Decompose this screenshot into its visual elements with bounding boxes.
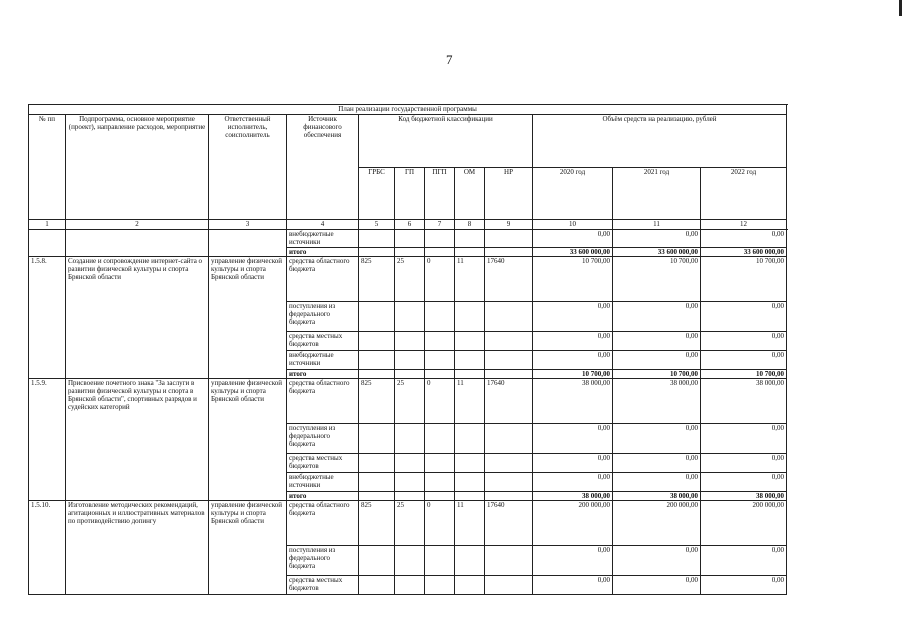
source-cell: поступления из федерального бюджета [287, 302, 359, 332]
amount-cell: 0,00 [613, 576, 701, 595]
activity-name: Создание и сопровождение интернет-сайта о развитии физической культуры и спорта Брянской области [66, 257, 209, 379]
code-cell [485, 370, 533, 379]
column-number-cell: 4 [287, 220, 359, 230]
code-cell [455, 576, 485, 595]
amount-cell: 10 700,00 [533, 257, 613, 302]
row-number: 1.5.8. [29, 257, 66, 379]
column-number-cell: 3 [209, 220, 287, 230]
page-edge-mark [899, 0, 902, 16]
amount-cell: 0,00 [701, 546, 787, 576]
code-cell [395, 332, 425, 351]
amount-cell: 33 600 000,00 [701, 248, 787, 257]
column-number-cell: 8 [455, 220, 485, 230]
code-cell: 17640 [485, 501, 533, 546]
source-cell: средства местных бюджетов [287, 454, 359, 473]
code-cell [395, 351, 425, 370]
column-number-cell: 5 [359, 220, 395, 230]
code-cell [359, 546, 395, 576]
code-cell [485, 492, 533, 501]
code-cell [395, 248, 425, 257]
code-cell [425, 248, 455, 257]
header-source: Источник финансового обеспечения [287, 115, 359, 220]
amount-cell: 0,00 [701, 454, 787, 473]
code-cell [455, 302, 485, 332]
table-caption: План реализации государственной программы [29, 105, 787, 115]
header-gp: ГП [395, 167, 425, 220]
code-cell [425, 492, 455, 501]
amount-cell: 0,00 [533, 576, 613, 595]
row-number: 1.5.9. [29, 379, 66, 501]
code-cell: 0 [425, 257, 455, 302]
program-plan-table [28, 104, 787, 595]
code-cell [455, 332, 485, 351]
amount-cell: 0,00 [701, 473, 787, 492]
code-cell: 11 [455, 501, 485, 546]
amount-cell: 38 000,00 [701, 492, 787, 501]
source-cell: средства областного бюджета [287, 379, 359, 424]
responsible-executor: управление физической культуры и спорта Брянской области [209, 257, 287, 379]
source-cell: средства местных бюджетов [287, 576, 359, 595]
amount-cell: 10 700,00 [701, 257, 787, 302]
code-cell [425, 424, 455, 454]
amount-cell: 0,00 [701, 351, 787, 370]
amount-cell: 0,00 [533, 351, 613, 370]
code-cell [425, 351, 455, 370]
amount-cell: 0,00 [533, 473, 613, 492]
amount-cell: 0,00 [701, 576, 787, 595]
amount-cell: 38 000,00 [701, 379, 787, 424]
source-cell: итого [287, 248, 359, 257]
column-number-cell: 12 [701, 220, 787, 230]
code-cell [395, 302, 425, 332]
code-cell: 25 [395, 257, 425, 302]
code-cell: 825 [359, 501, 395, 546]
source-cell: внебюджетные источники [287, 351, 359, 370]
code-cell [359, 454, 395, 473]
amount-cell: 0,00 [613, 473, 701, 492]
code-cell: 17640 [485, 257, 533, 302]
source-cell: внебюджетные источники [287, 230, 359, 248]
code-cell [455, 230, 485, 248]
code-cell [455, 248, 485, 257]
code-cell [425, 302, 455, 332]
responsible-executor: управление физической культуры и спорта Брянской области [209, 501, 287, 595]
column-number-cell: 1 [29, 220, 66, 230]
amount-cell: 0,00 [613, 424, 701, 454]
code-cell [485, 424, 533, 454]
amount-cell: 0,00 [613, 332, 701, 351]
table-row [29, 230, 787, 248]
amount-cell: 0,00 [533, 424, 613, 454]
code-cell [359, 492, 395, 501]
header-2022: 2022 год [701, 167, 787, 220]
code-cell [485, 302, 533, 332]
code-cell [455, 454, 485, 473]
source-cell: средства местных бюджетов [287, 332, 359, 351]
row-number: 1.5.10. [29, 501, 66, 595]
column-number-cell: 6 [395, 220, 425, 230]
amount-cell: 10 700,00 [613, 370, 701, 379]
column-number-cell: 9 [485, 220, 533, 230]
amount-cell: 10 700,00 [613, 257, 701, 302]
code-cell: 17640 [485, 379, 533, 424]
code-cell [359, 473, 395, 492]
code-cell [455, 473, 485, 492]
code-cell [359, 351, 395, 370]
amount-cell: 0,00 [701, 424, 787, 454]
code-cell [395, 492, 425, 501]
code-cell [359, 248, 395, 257]
amount-cell: 200 000,00 [701, 501, 787, 546]
code-cell [425, 370, 455, 379]
amount-cell: 200 000,00 [613, 501, 701, 546]
code-cell: 11 [455, 257, 485, 302]
page-number: 7 [446, 52, 453, 67]
code-cell [395, 546, 425, 576]
amount-cell: 0,00 [613, 230, 701, 248]
amount-cell: 0,00 [613, 302, 701, 332]
code-cell [425, 454, 455, 473]
code-cell [359, 302, 395, 332]
amount-cell: 38 000,00 [533, 379, 613, 424]
code-cell [455, 424, 485, 454]
amount-cell: 0,00 [533, 332, 613, 351]
code-cell: 11 [455, 379, 485, 424]
code-cell [455, 370, 485, 379]
source-cell: поступления из федерального бюджета [287, 546, 359, 576]
code-cell [485, 576, 533, 595]
amount-cell: 0,00 [701, 332, 787, 351]
source-cell: средства областного бюджета [287, 257, 359, 302]
code-cell [425, 332, 455, 351]
amount-cell: 33 600 000,00 [533, 248, 613, 257]
code-cell [425, 230, 455, 248]
code-cell [395, 370, 425, 379]
code-cell [359, 370, 395, 379]
header-num: № пп [29, 115, 66, 220]
table-row [29, 257, 787, 302]
amount-cell: 0,00 [701, 302, 787, 332]
source-cell: итого [287, 370, 359, 379]
table-row [29, 379, 787, 424]
code-cell: 25 [395, 379, 425, 424]
code-cell [455, 492, 485, 501]
code-cell [425, 473, 455, 492]
header-volume: Объём средств на реализацию, рублей [533, 115, 787, 168]
amount-cell: 33 600 000,00 [613, 248, 701, 257]
column-number-cell: 10 [533, 220, 613, 230]
source-cell: внебюджетные источники [287, 473, 359, 492]
code-cell [455, 351, 485, 370]
code-cell [395, 230, 425, 248]
amount-cell: 0,00 [533, 302, 613, 332]
code-cell [485, 230, 533, 248]
source-cell: итого [287, 492, 359, 501]
header-kbk: Код бюджетной классификации [359, 115, 533, 168]
code-cell [395, 576, 425, 595]
code-cell [359, 230, 395, 248]
activity-name: Изготовление методических рекомендаций, агитационных и иллюстративных материалов по противодействию допингу [66, 501, 209, 595]
source-cell: поступления из федерального бюджета [287, 424, 359, 454]
amount-cell: 0,00 [613, 546, 701, 576]
amount-cell: 10 700,00 [533, 370, 613, 379]
header-grbs: ГРБС [359, 167, 395, 220]
column-number-cell: 7 [425, 220, 455, 230]
code-cell: 825 [359, 257, 395, 302]
code-cell [425, 546, 455, 576]
amount-cell: 10 700,00 [701, 370, 787, 379]
code-cell [485, 454, 533, 473]
code-cell [395, 454, 425, 473]
table-row [29, 501, 787, 546]
empty-cell [66, 230, 209, 257]
code-cell [485, 546, 533, 576]
amount-cell: 0,00 [533, 230, 613, 248]
code-cell: 825 [359, 379, 395, 424]
header-subprogram: Подпрограмма, основное мероприятие (проект), направление расходов, мероприятие [66, 115, 209, 220]
code-cell [395, 424, 425, 454]
code-cell [485, 351, 533, 370]
code-cell: 0 [425, 501, 455, 546]
source-cell: средства областного бюджета [287, 501, 359, 546]
code-cell [359, 424, 395, 454]
responsible-executor: управление физической культуры и спорта Брянской области [209, 379, 287, 501]
code-cell [395, 473, 425, 492]
code-cell [359, 332, 395, 351]
code-cell [455, 546, 485, 576]
amount-cell: 0,00 [533, 546, 613, 576]
header-responsible: Ответственный исполнитель, соисполнитель [209, 115, 287, 220]
activity-name: Присвоение почетного знака "За заслуги в развитии физической культуры и спорта в Брянской области", спортивных разрядов и судейских категорий [66, 379, 209, 501]
code-cell [359, 576, 395, 595]
empty-cell [209, 230, 287, 257]
code-cell [485, 332, 533, 351]
amount-cell: 38 000,00 [533, 492, 613, 501]
code-cell [485, 248, 533, 257]
code-cell: 0 [425, 379, 455, 424]
header-2021: 2021 год [613, 167, 701, 220]
header-2020: 2020 год [533, 167, 613, 220]
amount-cell: 38 000,00 [613, 379, 701, 424]
code-cell: 25 [395, 501, 425, 546]
header-np: НР [485, 167, 533, 220]
amount-cell: 0,00 [533, 454, 613, 473]
amount-cell: 0,00 [613, 351, 701, 370]
column-number-cell: 2 [66, 220, 209, 230]
code-cell [425, 576, 455, 595]
code-cell [485, 473, 533, 492]
empty-cell [29, 230, 66, 257]
header-pgp: ПГП [425, 167, 455, 220]
amount-cell: 0,00 [613, 454, 701, 473]
amount-cell: 38 000,00 [613, 492, 701, 501]
header-om: ОМ [455, 167, 485, 220]
amount-cell: 0,00 [701, 230, 787, 248]
amount-cell: 200 000,00 [533, 501, 613, 546]
column-number-cell: 11 [613, 220, 701, 230]
